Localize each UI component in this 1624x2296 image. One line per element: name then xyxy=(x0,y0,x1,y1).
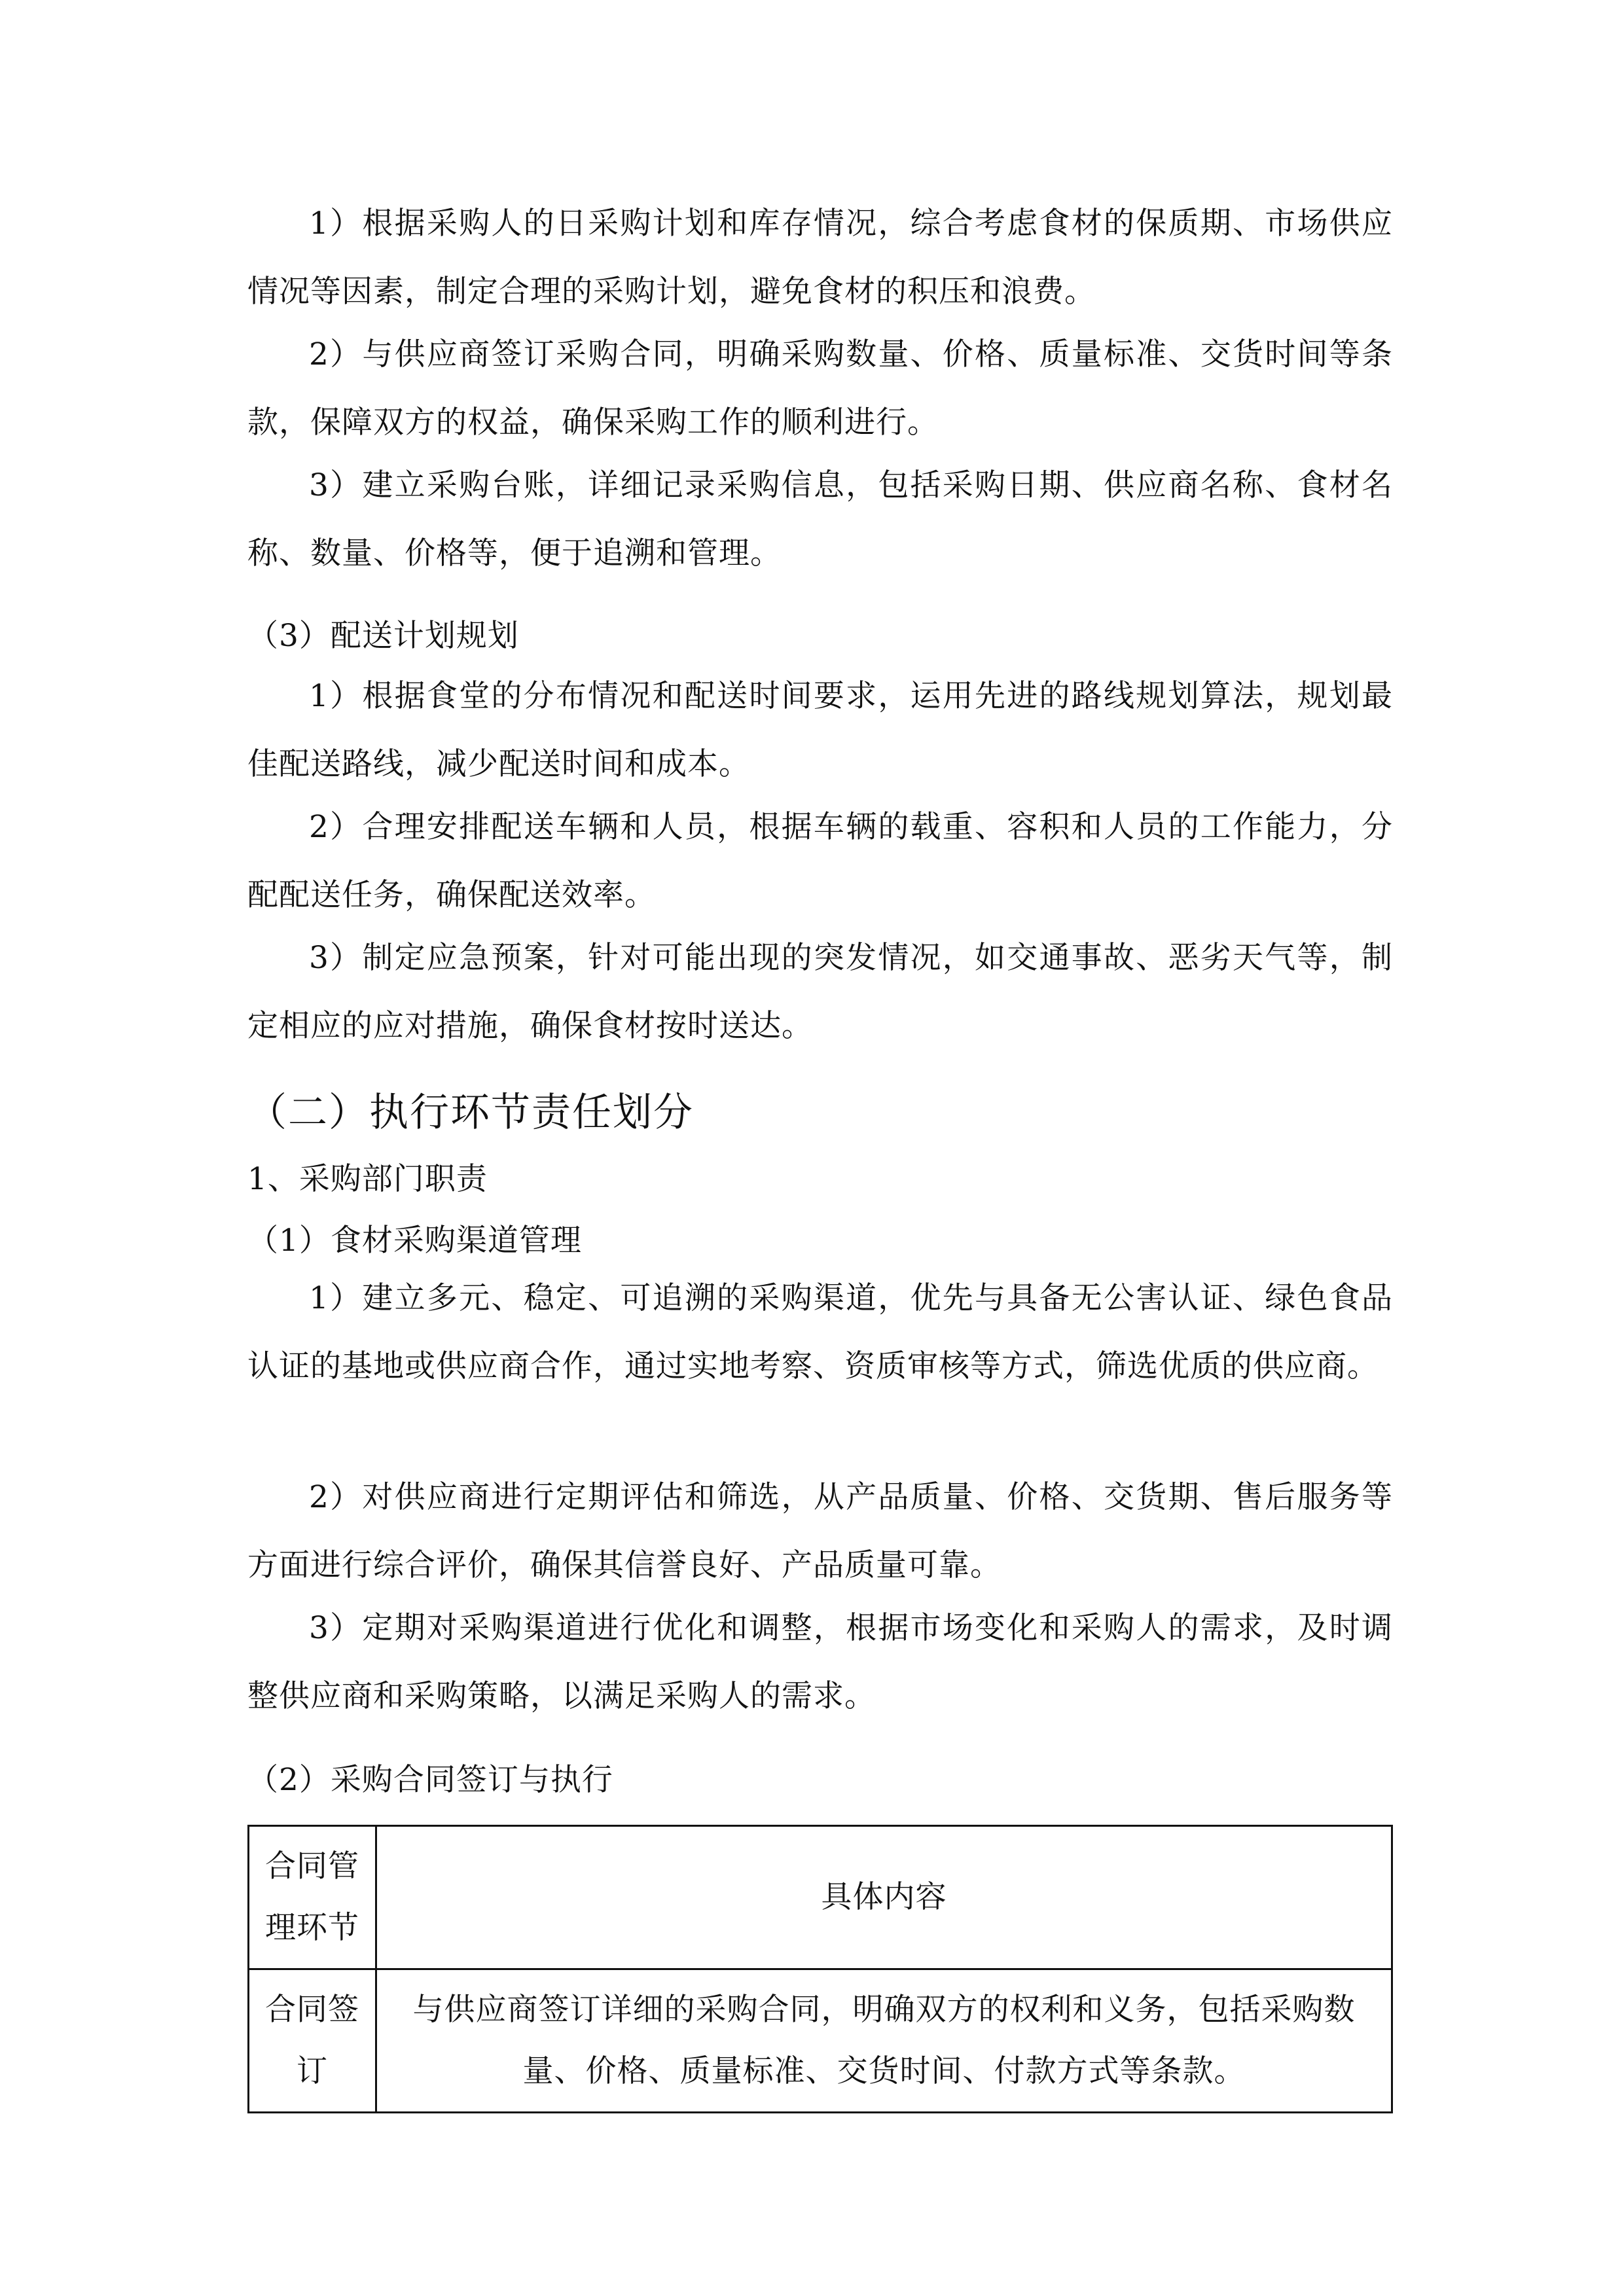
channel-mgmt-heading: （1）食材采购渠道管理 xyxy=(247,1223,582,1259)
table-row xyxy=(249,1969,1392,2113)
table-cell: 合同签订 xyxy=(249,1969,376,2113)
delivery-plan-item-2: 2）合理安排配送车辆和人员，根据车辆的载重、容积和人员的工作能力，分配配送任务，确保配送效率。 xyxy=(247,809,1393,913)
purchase-plan-item-3: 3）建立采购台账，详细记录采购信息，包括采购日期、供应商名称、食材名称、数量、价格等，便于追溯和管理。 xyxy=(247,467,1393,571)
delivery-plan-heading: （3）配送计划规划 xyxy=(247,618,519,654)
contract-table xyxy=(247,1825,1393,2113)
delivery-plan-item-1: 1）根据食堂的分布情况和配送时间要求，运用先进的路线规划算法，规划最佳配送路线，减少配送时间和成本。 xyxy=(247,678,1393,782)
section-title: （二）执行环节责任划分 xyxy=(247,1090,694,1136)
table-header-cell: 具体内容 xyxy=(376,1826,1392,1969)
table-header-cell: 合同管理环节 xyxy=(249,1826,376,1969)
purchase-plan-item-1: 1）根据采购人的日采购计划和库存情况，综合考虑食材的保质期、市场供应情况等因素，制定合理的采购计划，避免食材的积压和浪费。 xyxy=(247,206,1393,310)
delivery-plan-item-3: 3）制定应急预案，针对可能出现的突发情况，如交通事故、恶劣天气等，制定相应的应对措施，确保食材按时送达。 xyxy=(247,940,1393,1044)
table-cell: 与供应商签订详细的采购合同，明确双方的权利和义务，包括采购数量、价格、质量标准、交货时间、付款方式等条款。 xyxy=(376,1969,1392,2113)
purchase-plan-item-2: 2）与供应商签订采购合同，明确采购数量、价格、质量标准、交货时间等条款，保障双方的权益，确保采购工作的顺利进行。 xyxy=(247,336,1393,440)
table-header-row xyxy=(249,1826,1392,1969)
contract-heading: （2）采购合同签订与执行 xyxy=(247,1762,613,1798)
section-sub-title: 1、采购部门职责 xyxy=(247,1161,488,1197)
channel-mgmt-item-2: 2）对供应商进行定期评估和筛选，从产品质量、价格、交货期、售后服务等方面进行综合评价，确保其信誉良好、产品质量可靠。 xyxy=(247,1479,1393,1583)
channel-mgmt-item-1: 1）建立多元、稳定、可追溯的采购渠道，优先与具备无公害认证、绿色食品认证的基地或供应商合作，通过实地考察、资质审核等方式，筛选优质的供应商。 xyxy=(247,1280,1393,1384)
channel-mgmt-item-3: 3）定期对采购渠道进行优化和调整，根据市场变化和采购人的需求，及时调整供应商和采购策略，以满足采购人的需求。 xyxy=(247,1610,1393,1714)
